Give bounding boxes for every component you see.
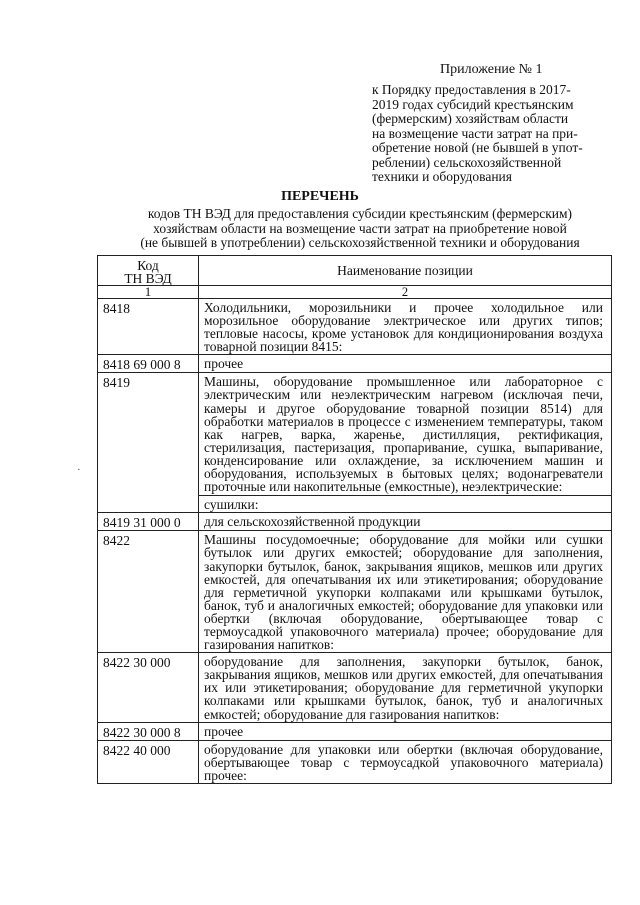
row-code: 8422 30 000 [98,653,199,722]
table-row [98,531,612,653]
row-code: 8418 [98,299,199,355]
annex-title: Приложение № 1 [440,62,543,77]
table-row [98,355,612,373]
row-name: оборудование для упаковки или обертки (включая оборудование, обертывающее товар с термоусадкой упаковочного материала) прочее: [199,740,612,783]
row-name-with-sub [199,373,612,513]
row-name: прочее [199,355,612,373]
row-name: для сельскохозяйственной продукции [199,513,612,531]
header-code: Код ТН ВЭД [98,256,199,286]
table-row [98,722,612,740]
row-code: 8418 69 000 8 [98,355,199,373]
row-code: 8419 31 000 0 [98,513,199,531]
row-name: Холодильники, морозильники и прочее холодильное или морозильное оборудование электрическое или других типов; тепловые насосы, кроме установок для кондиционирования воздуха товарной позиции 8415: [199,299,612,355]
document-title: ПЕРЕЧЕНЬ [281,189,359,204]
codes-table [97,255,612,784]
row-name: Машины, оборудование промышленное или лабораторное с электрическим или неэлектрическим нагревом (исключая печи, камеры и другое оборудование товарной позиции 8514) для обработки материалов в процессе с изменением температуры, таком как нагрев, варка, жаренье, дистилляция, ректификация, стерилизация, пастеризация, пропаривание, сушка, выпаривание, конденсирование или охлаждение, за исключением машин и оборудования, используемых в бытовых целях; водонагреватели проточные или накопительные (емкостные), неэлектрические: [204,374,603,495]
row-code: 8419 [98,373,199,513]
table-row [98,740,612,783]
header-code-number: 1 [98,286,199,299]
table-header-row [98,256,612,286]
table-row [98,653,612,722]
margin-mark: · [77,464,81,476]
header-name-number: 2 [199,286,612,299]
row-name: прочее [199,722,612,740]
header-name: Наименование позиции [199,256,612,286]
row-subheading: сушилки: [199,495,611,511]
row-name: оборудование для заполнения, закупорки бутылок, банок, закрывания ящиков, мешков или других емкостей, для опечатывания их или этикетирования; оборудование для герметичной укупорки колпаками или крышками бутылок, банок, туб и аналогичных емкостей; оборудование для газирования напитков: [199,653,612,722]
document-subtitle: кодов ТН ВЭД для предоставления субсидии крестьянским (фермерским) хозяйствам области на возмещение части затрат на приобретение новой (не бывшей в употреблении) сельскохозяйственной техники и оборудования [140,206,580,250]
table-row [98,373,612,513]
row-code: 8422 40 000 [98,740,199,783]
table-number-row [98,286,612,299]
row-code: 8422 [98,531,199,653]
table-row [98,513,612,531]
table-row [98,299,612,355]
annex-reference-text: к Порядку предоставления в 2017- 2019 годах субсидий крестьянским (фермерским) хозяйствам области на возмещение части затрат на при- обретение новой (не бывшей в упот- реблении) сельскохозяйственной техники и оборудования [372,82,583,184]
row-name: Машины посудомоечные; оборудование для мойки или сушки бутылок или других емкостей; оборудование для заполнения, закупорки бутылок, банок, закрывания ящиков, мешков или других емкостей, для опечатывания их или этикетирования; оборудование для герметичной укупорки колпаками или крышками бутылок, банок, туб и аналогичных емкостей; оборудование для упаковки или обертки (включая оборудование, обертывающее товар с термоусадкой упаковочного материала) прочее; оборудование для газирования напитков: [199,531,612,653]
row-code: 8422 30 000 8 [98,722,199,740]
